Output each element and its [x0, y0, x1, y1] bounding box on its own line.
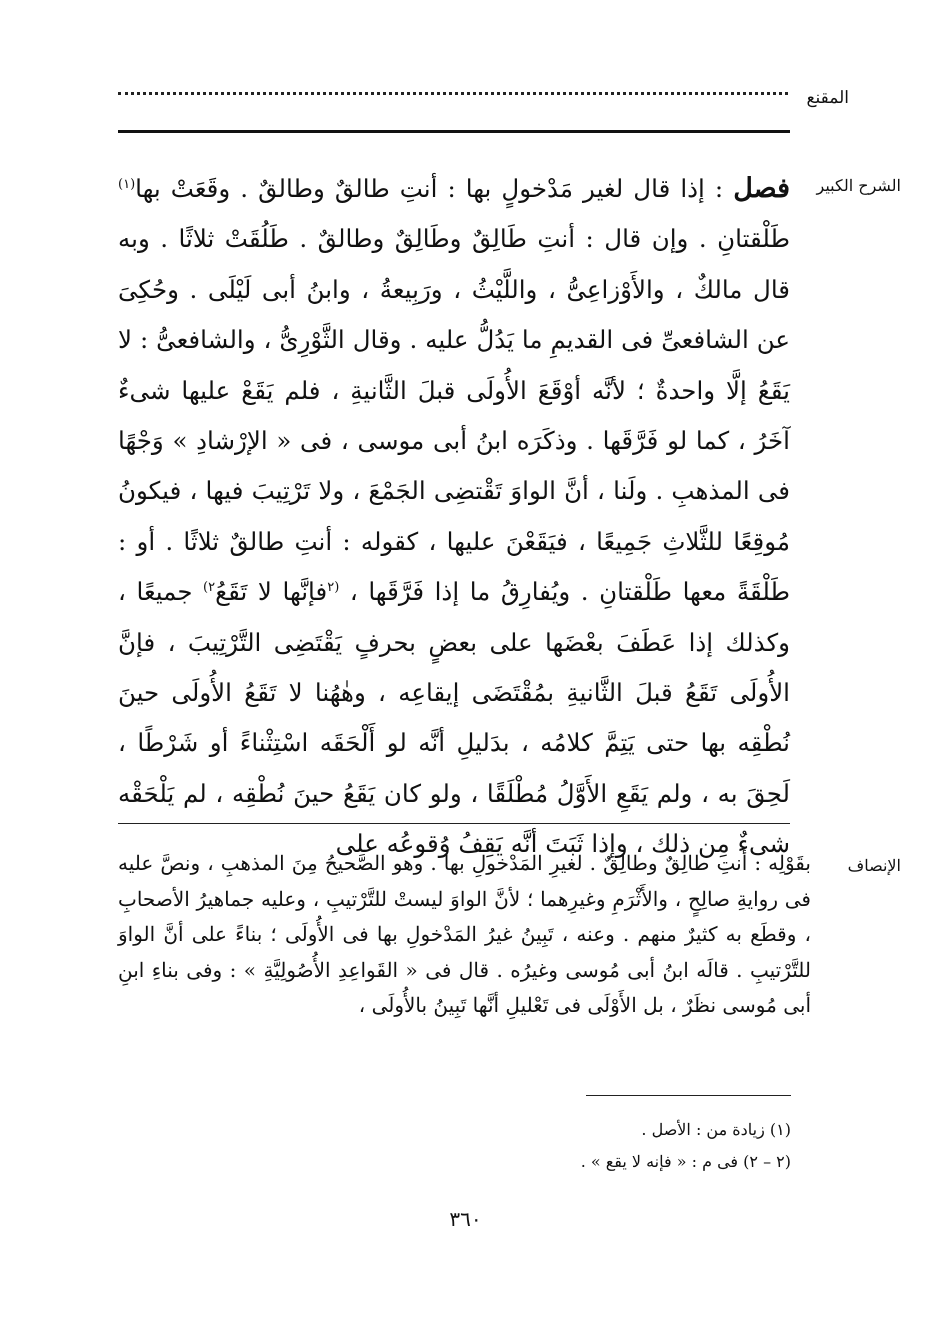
- sharh-label: الشرح الكبير: [816, 176, 901, 195]
- main-paragraph: [118, 164, 790, 870]
- footnote-ref-1: (١): [118, 176, 136, 192]
- insaf-text-block: [118, 846, 811, 1024]
- footnote-2: (٢ – ٢) فى م : « فإنه لا يقع » .: [580, 1152, 791, 1171]
- insaf-paragraph: بقَوْلِه : أنتِ طالِقٌ وطالِقٌ . لغيرِ المَدْخولِ بها . وهو الصَّحيحُ مِنَ المذهبِ ، ونصَّ عليه فى روايةِ صالِحٍ ، والأَثْرَمِ وغيرِهما ؛ لأنَّ الواوَ ليستْ للتَّرْتيبِ ، وعليه جماهيرُ الأصحابِ ، وقطَع به كثيرٌ منهم . وعنه ، تَبِينُ غيرُ المَدْخولِ بها فى الأُولَى ؛ بناءً على أنَّ الواوَ للتَّرْتيبِ . قالَه ابنُ أبى مُوسى وغيرُه . قال فى « القَواعِدِ الأُصُولِيَّةِ » : وفى بناءِ ابنِ أبى مُوسى نظَرٌ ، بل الأَوْلَى فى تَعْليلِ أنَّها تَبِينُ بالأُولَى ،: [118, 851, 811, 1018]
- footnote-ref-2-open: (٢: [327, 580, 340, 596]
- dotted-rule: [118, 92, 788, 101]
- main-text-part4: جميعًا ، وكذلك إذا عَطَفَ بعْضَها على بعضٍ بحرفٍ يَقْتَضِى التَّرْتِيبَ ، فإنَّ الأُولَى تَقَعُ قبلَ الثَّانيةِ بمُقْتَضَى إيقاعِه ، وهٰهُنا لا تَقَعُ الأُولَى حينَ نُطْقِه بها حتى يَتِمَّ كلامُه ، بدَليلِ أنَّه لو أَلْحَقَه اسْتِثْناءً أو شَرْطًا ، لَحِقَ به ، ولم يَقَعِ الأَوَّلُ مُطْلَقًا ، ولو كان يَقَعُ حينَ نُطْقِه ، لم يَلْحَقْه شىءٌ مِن ذلك ، وإذا ثَبَتَ أنَّه يَقِفُ وُقوعُه على: [118, 577, 790, 859]
- section-heading: فصل: [733, 173, 790, 204]
- running-head: المقنع: [806, 88, 849, 108]
- header-rule: [118, 130, 790, 133]
- footnote-ref-2-close: ٢): [203, 580, 216, 596]
- main-text-part2: طَلْقتانِ . وإن قال : أنتِ طَالِقٌ وطَالِقٌ وطالقٌ . طَلُقَتْ ثلاثًا . وبه قال مالكٌ ، والأَوْزاعِىُّ ، واللَّيْثُ ، ورَبِيعةُ ، وابنُ أبى لَيْلَى . وحُكِىَ عن الشافعىِّ فى القديمِ ما يَدُلُّ عليه . وقال الثَّوْرِىُّ ، والشافعىُّ : لا يَقَعُ إلَّا واحدةٌ ؛ لأنَّه أوْقَعَ الأُولَى قبلَ الثَّانيةِ ، فلم يَقَعْ عليها شىءٌ آخَرُ ، كما لو فَرَّقَها . وذكَرَه ابنُ أبى موسى ، فى « الإرْشادِ » وَجْهًا فى المذهبِ . ولَنا ، أنَّ الواوَ تَقْتضِى الجَمْعَ ، ولا تَرْتِيبَ فيها ، فيكونُ مُوقِعًا للثَّلاثِ جَمِيعًا ، فيَقَعْنَ عليها ، كقوله : أنتِ طالقٌ ثلاثًا . أو : طَلْقَةً معها طَلْقتانِ . ويُفارِقُ ما إذا فَرَّقَها ،: [118, 224, 790, 607]
- footnote-1: (١) زيادة من : الأصل .: [641, 1120, 791, 1139]
- main-text-block: [118, 164, 790, 870]
- insaf-label: الإنصاف: [847, 856, 901, 875]
- footnote-divider: [586, 1095, 791, 1096]
- page-number: ٣٦٠: [449, 1207, 482, 1231]
- main-text-part3: فإنَّها لا تَقَعُ: [215, 577, 328, 607]
- main-text-part1: : إذا قال لغير مَدْخولٍ بها : أنتِ طالقٌ وطالقٌ . وقَعَتْ بها: [135, 174, 734, 203]
- footnotes: [581, 1114, 791, 1178]
- section-divider: [118, 823, 790, 824]
